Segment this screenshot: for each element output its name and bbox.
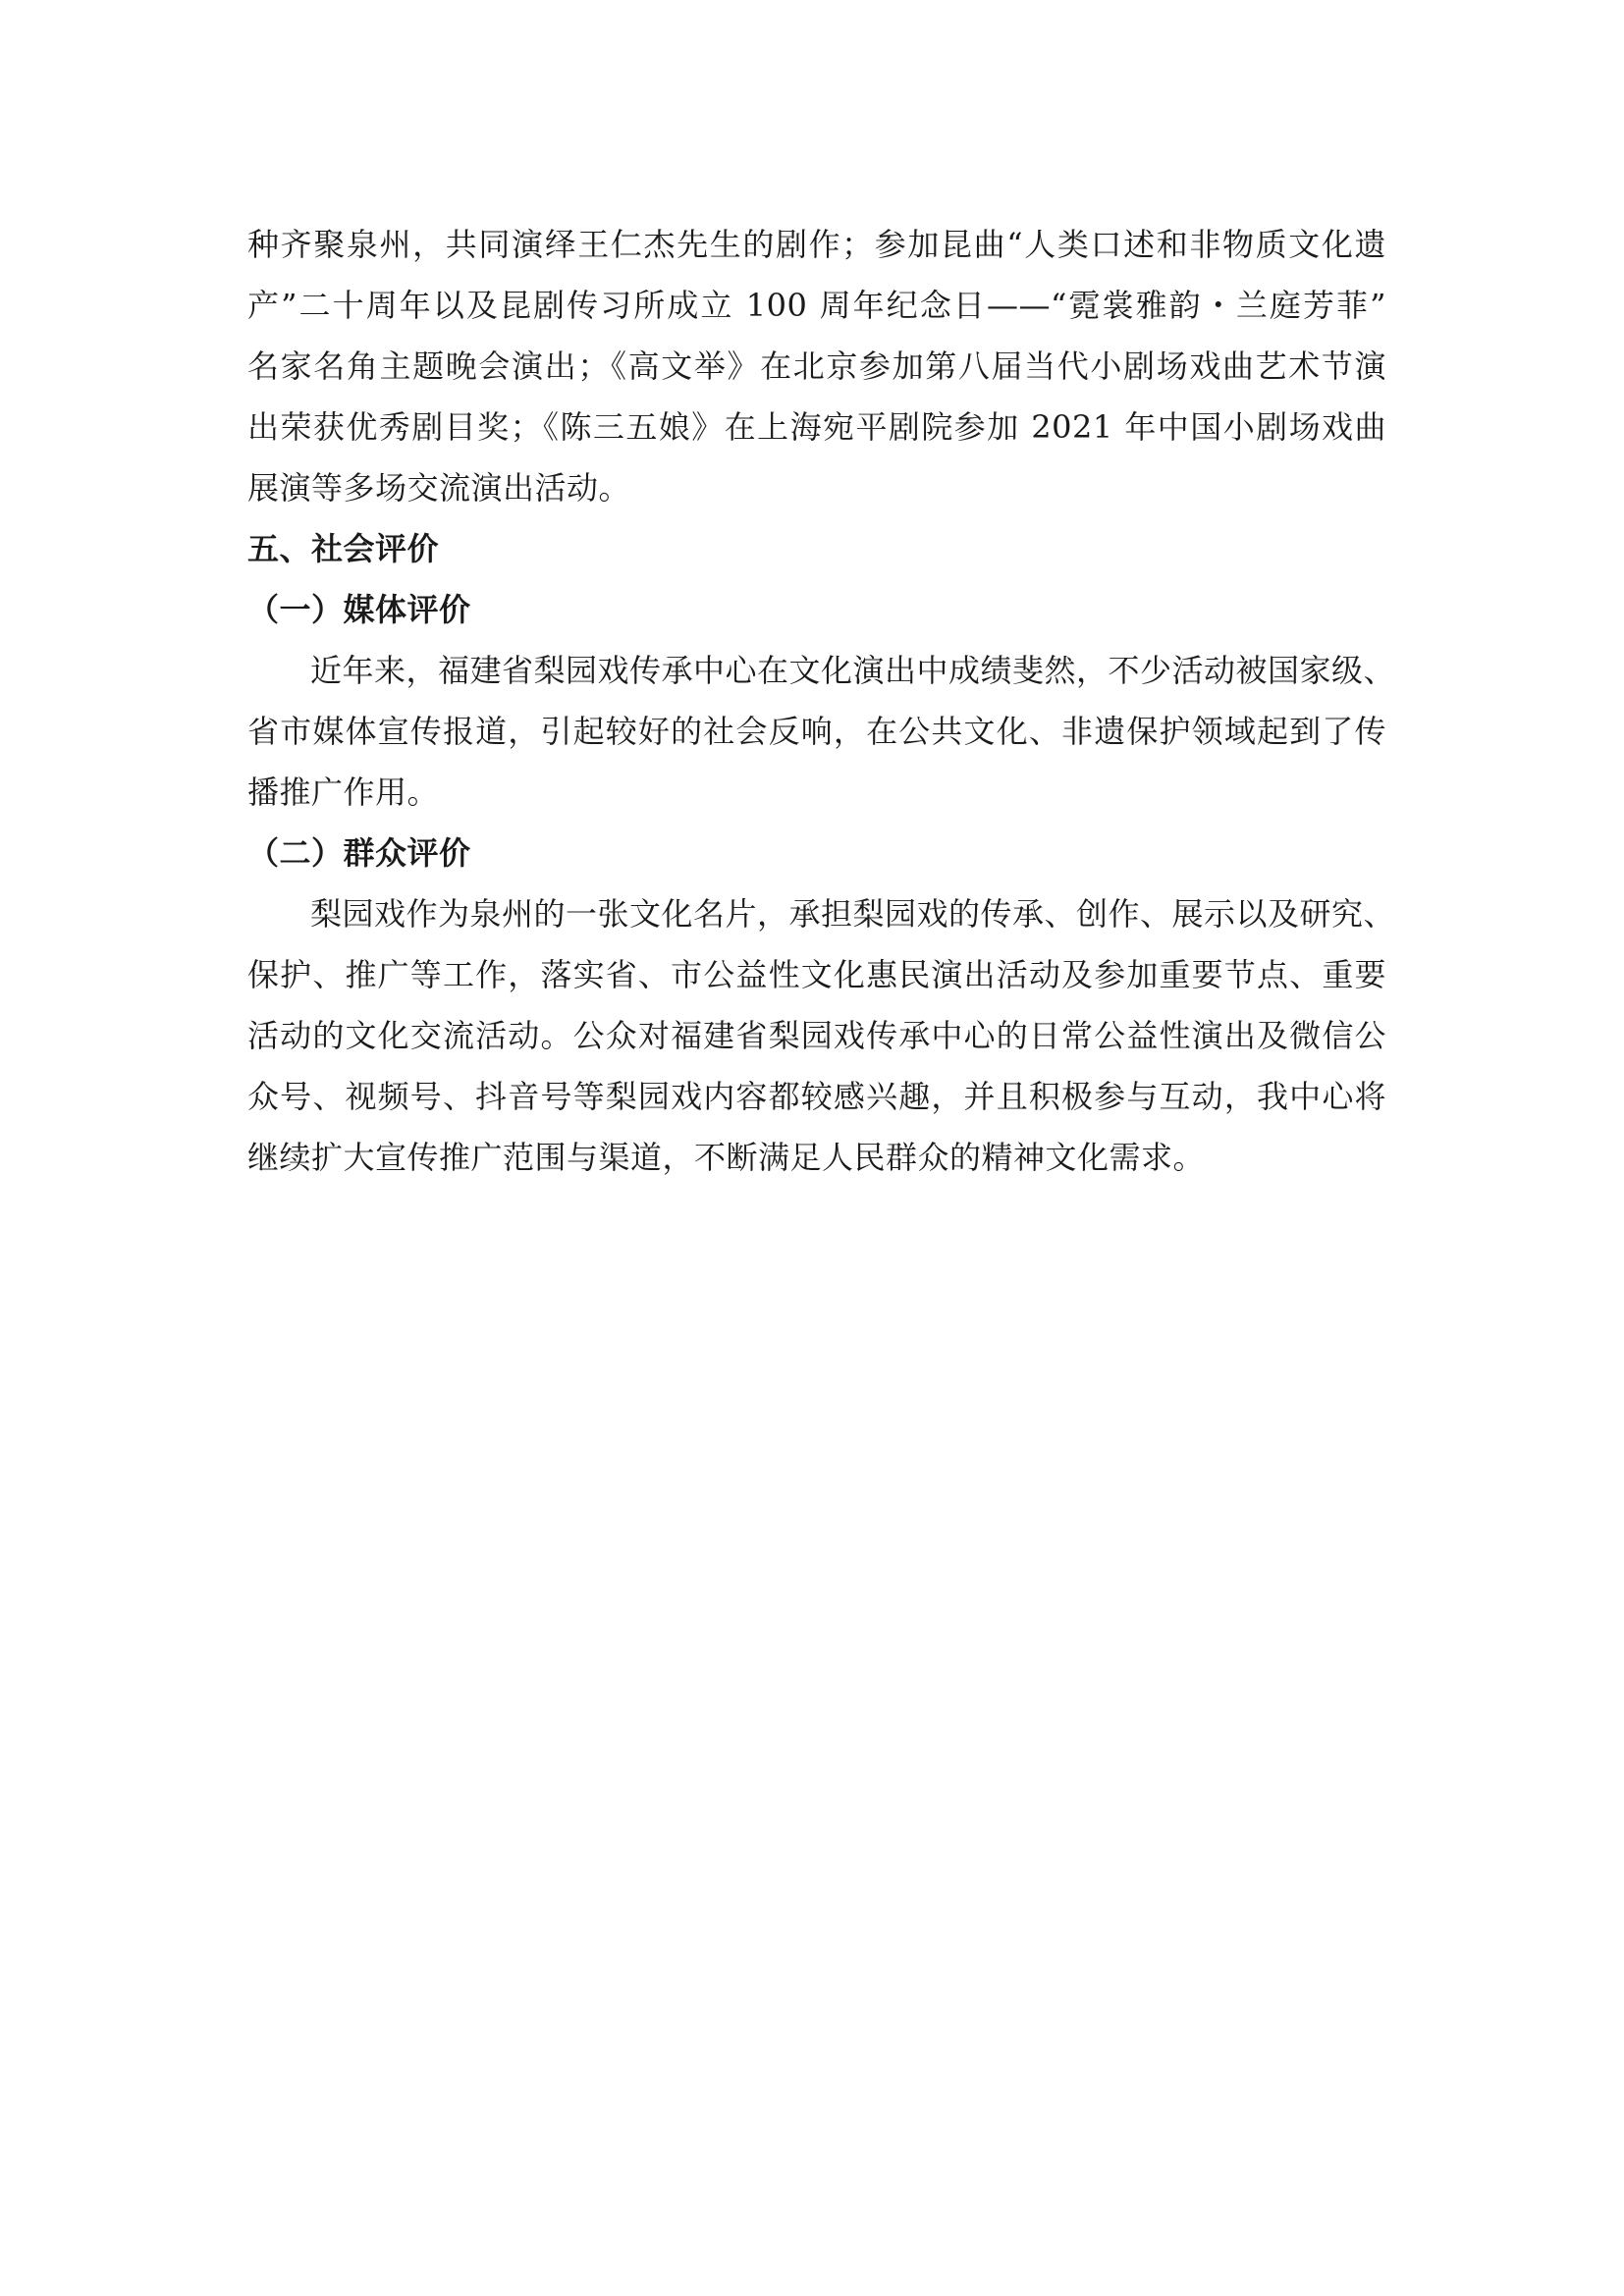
subsection-heading-public: （二）群众评价 [247, 834, 471, 872]
document-body [247, 214, 1396, 1188]
paragraph-line: 继续扩大宣传推广范围与渠道，不断满足人民群众的精神文化需求。 [247, 1139, 1206, 1176]
paragraph-line: 名家名角主题晚会演出；《高文举》在北京参加第八届当代小剧场戏曲艺术节演 [247, 347, 1386, 385]
paragraph-line: 出荣获优秀剧目奖；《陈三五娘》在上海宛平剧院参加 2021 年中国小剧场戏曲 [247, 408, 1386, 446]
paragraph-line: 产”二十周年以及昆剧传习所成立 100 周年纪念日——“霓裳雅韵・兰庭芳菲” [247, 287, 1386, 324]
paragraph-line: 保护、推广等工作，落实省、市公益性文化惠民演出活动及参加重要节点、重要 [247, 956, 1386, 993]
public-evaluation-paragraph [247, 883, 1396, 1188]
paragraph-line: 展演等多场交流演出活动。 [247, 469, 631, 507]
continuation-paragraph [247, 214, 1386, 518]
paragraph-line: 省市媒体宣传报道，引起较好的社会反响，在公共文化、非遗保护领域起到了传 [247, 713, 1386, 750]
subsection-heading-media: （一）媒体评价 [247, 591, 471, 628]
section-heading: 五、社会评价 [247, 530, 440, 567]
paragraph-line: 近年来，福建省梨园戏传承中心在文化演出中成绩斐然，不少活动被国家级、 [310, 652, 1396, 689]
paragraph-line: 梨园戏作为泉州的一张文化名片，承担梨园戏的传承、创作、展示以及研究、 [310, 895, 1396, 933]
paragraph-line: 活动的文化交流活动。公众对福建省梨园戏传承中心的日常公益性演出及微信公 [247, 1017, 1386, 1054]
paragraph-line: 众号、视频号、抖音号等梨园戏内容都较感兴趣，并且积极参与互动，我中心将 [247, 1078, 1386, 1115]
media-evaluation-paragraph [247, 640, 1396, 823]
paragraph-line: 种齐聚泉州，共同演绎王仁杰先生的剧作；参加昆曲“人类口述和非物质文化遗 [247, 226, 1386, 263]
paragraph-line: 播推广作用。 [247, 774, 440, 811]
